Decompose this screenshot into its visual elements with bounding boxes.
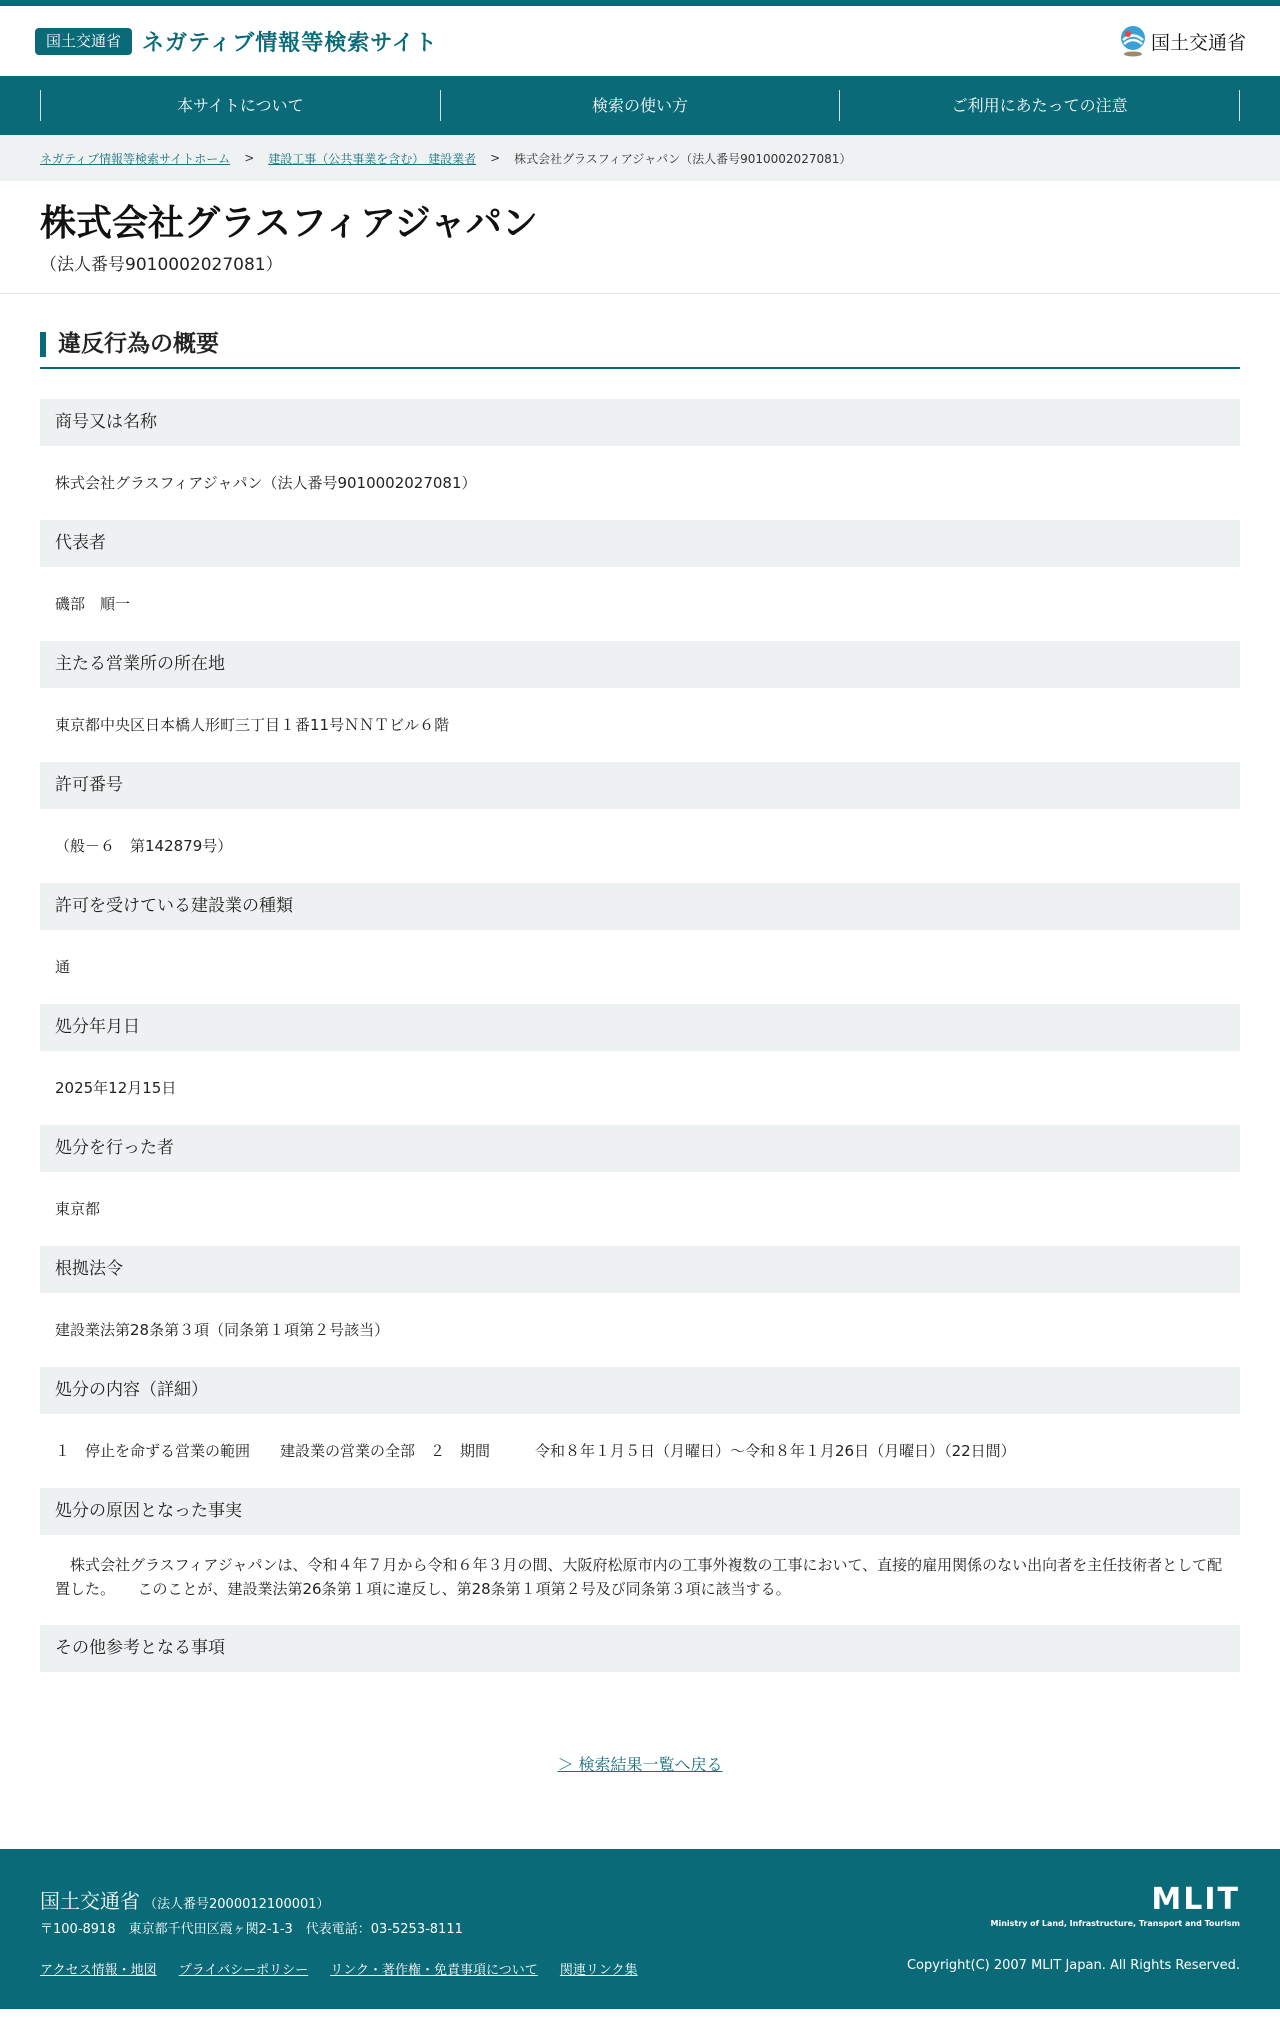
- footer-link-access[interactable]: アクセス情報・地図: [40, 1963, 157, 1978]
- label-cause-facts: 処分の原因となった事実: [40, 1488, 1240, 1535]
- page-title: 株式会社グラスフィアジャパン: [40, 203, 538, 244]
- global-nav: [0, 76, 1280, 135]
- footer-org-number: （法人番号2000012100001）: [144, 1897, 330, 1912]
- back-link-container: [40, 1752, 1240, 1849]
- label-trade-name: 商号又は名称: [40, 399, 1240, 446]
- back-to-results-link[interactable]: ＞ 検索結果一覧へ戻る: [557, 1755, 723, 1774]
- breadcrumb-separator: >: [490, 151, 501, 165]
- breadcrumb: [0, 135, 1280, 181]
- value-trade-name: 株式会社グラスフィアジャパン（法人番号9010002027081）: [55, 474, 477, 492]
- breadcrumb-separator: >: [244, 151, 255, 165]
- footer-link-copyright[interactable]: リンク・著作権・免責事項について: [330, 1963, 538, 1978]
- main-content: [0, 294, 1280, 1849]
- section-divider: [40, 367, 1240, 369]
- label-disposition-date: 処分年月日: [40, 1004, 1240, 1051]
- footer-info: [40, 1885, 656, 2009]
- footer-address: 〒100-8918 東京都千代田区霞ヶ関2-1-3 代表電話：03-5253-8111: [40, 1922, 463, 1937]
- value-disposing-authority: 東京都: [55, 1200, 101, 1218]
- nav-how-to-search[interactable]: 検索の使い方: [440, 90, 840, 121]
- mlit-logo-subtitle: Ministry of Land, Infrastructure, Transport and Tourism: [990, 1919, 1240, 1928]
- site-header: [0, 6, 1280, 76]
- page-heading: [0, 181, 1280, 294]
- value-legal-basis: 建設業法第28条第３項（同条第１項第２号該当）: [55, 1321, 390, 1339]
- label-disposing-authority: 処分を行った者: [40, 1125, 1240, 1172]
- value-cause-facts: 株式会社グラスフィアジャパンは、令和４年７月から令和６年３月の間、大阪府松原市内の工事外複数の工事において、直接的雇用関係のない出向者を主任技術者として配置した。 このことが、建設業法第26条第１項に違反し、第28条第１項第２号及び同条第３項に該当する。: [55, 1556, 1223, 1598]
- value-license-number: （般－６ 第142879号）: [55, 837, 233, 855]
- value-disposition-details: １ 停止を命ずる営業の範囲 建設業の営業の全部 ２ 期間 令和８年１月５日（月曜日）～令和８年１月26日（月曜日）（22日間）: [55, 1442, 1016, 1460]
- corporate-number: （法人番号9010002027081）: [40, 255, 283, 275]
- label-main-office-address: 主たる営業所の所在地: [40, 641, 1240, 688]
- footer-link-related[interactable]: 関連リンク集: [559, 1963, 638, 1978]
- site-title: ネガティブ情報等検索サイト: [142, 30, 438, 56]
- breadcrumb-category-link[interactable]: 建設工事（公共事業を含む） 建設業者: [268, 151, 477, 166]
- site-footer: [0, 1849, 1280, 2009]
- label-license-types: 許可を受けている建設業の種類: [40, 883, 1240, 930]
- footer-links: [40, 1959, 656, 1978]
- label-legal-basis: 根拠法令: [40, 1246, 1240, 1293]
- breadcrumb-current: 株式会社グラスフィアジャパン（法人番号9010002027081）: [514, 151, 852, 166]
- site-logo-link[interactable]: [35, 26, 438, 57]
- ministry-emblem-icon: [1119, 25, 1147, 57]
- value-license-types: 通: [55, 958, 71, 976]
- value-representative: 磯部 順一: [55, 595, 131, 613]
- nav-about-site[interactable]: 本サイトについて: [40, 90, 440, 121]
- footer-link-privacy[interactable]: プライバシーポリシー: [178, 1963, 309, 1978]
- label-representative: 代表者: [40, 520, 1240, 567]
- label-disposition-details: 処分の内容（詳細）: [40, 1367, 1240, 1414]
- ministry-logo-link[interactable]: [1119, 25, 1246, 57]
- footer-org: [40, 1885, 656, 1914]
- value-other-references: [40, 1672, 1240, 1732]
- violation-details: [40, 399, 1240, 1732]
- copyright: Copyright(C) 2007 MLIT Japan. All Rights Reserved.: [906, 1958, 1240, 1973]
- footer-brand: [906, 1882, 1240, 2009]
- value-main-office-address: 東京都中央区日本橋人形町三丁目１番11号ＮＮＴビル６階: [55, 716, 450, 734]
- ministry-name: 国土交通省: [1150, 31, 1246, 54]
- label-other-references: その他参考となる事項: [40, 1625, 1240, 1672]
- label-license-number: 許可番号: [40, 762, 1240, 809]
- mlit-logo: MLIT: [1151, 1882, 1240, 1917]
- footer-org-name: 国土交通省: [40, 1889, 140, 1913]
- value-disposition-date: 2025年12月15日: [55, 1079, 177, 1097]
- ministry-badge: 国土交通省: [35, 28, 132, 55]
- section-title: 違反行為の概要: [40, 332, 1240, 357]
- breadcrumb-home-link[interactable]: ネガティブ情報等検索サイトホーム: [40, 151, 231, 166]
- nav-usage-notes[interactable]: ご利用にあたっての注意: [839, 90, 1240, 121]
